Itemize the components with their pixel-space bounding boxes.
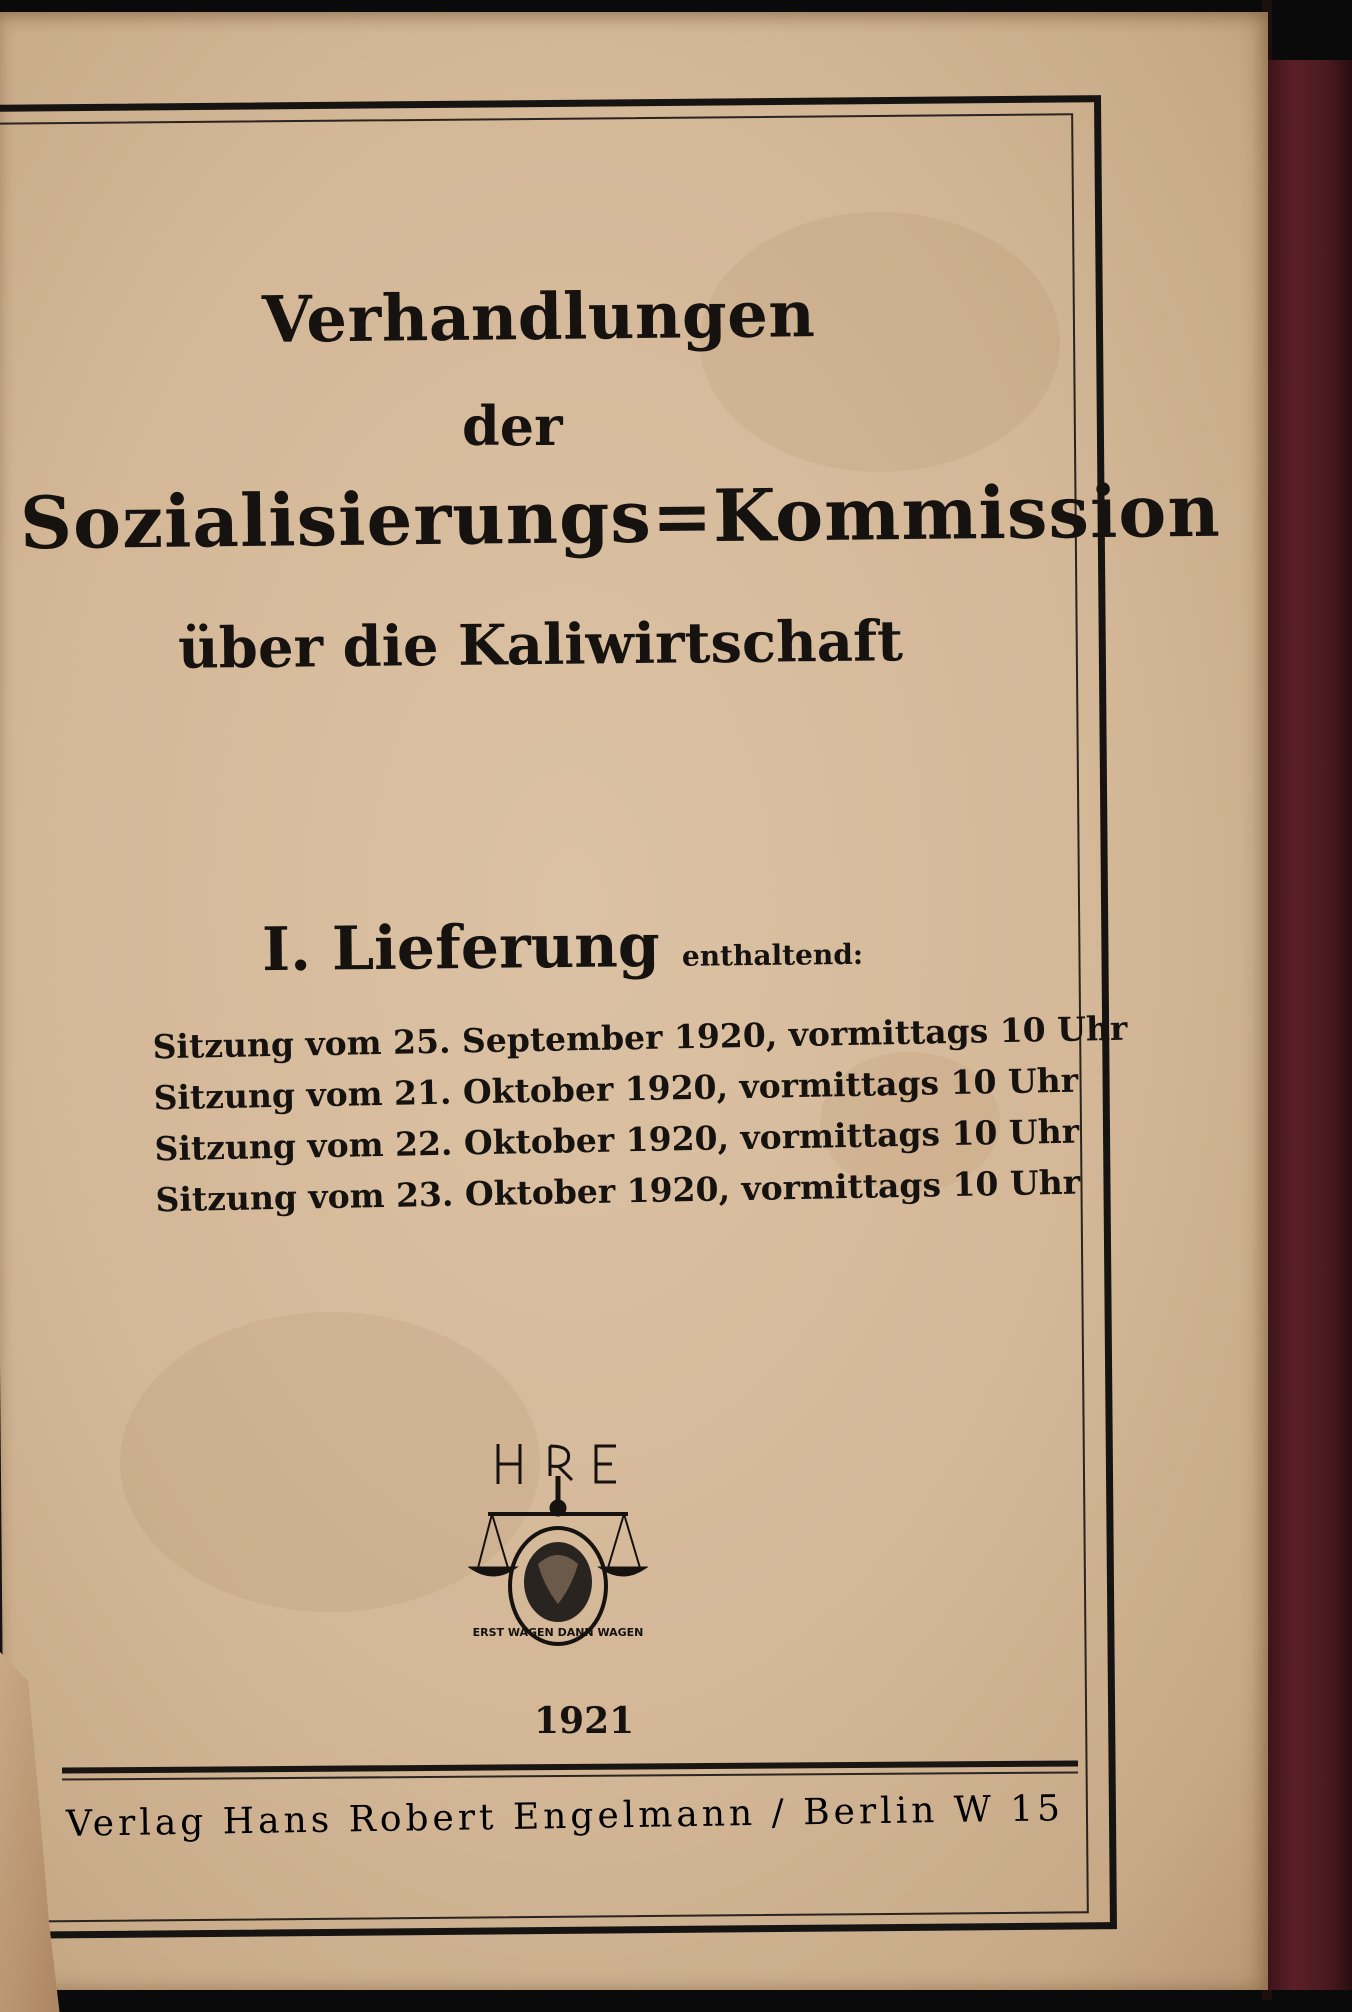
title-page [0, 12, 1268, 1990]
delivery-label: I. Lieferung [261, 910, 661, 986]
publisher-line: Verlag Hans Robert Engelmann / Berlin W 15 [65, 1788, 1065, 1845]
session-item: Sitzung vom 23. Oktober 1920, vormittags 10 Uhr [155, 1162, 1081, 1220]
publisher-emblem-icon [468, 1436, 648, 1656]
title-line-der: der [462, 394, 563, 458]
session-item: Sitzung vom 25. September 1920, vormittags 10 Uhr [152, 1008, 1128, 1067]
title-line-kommission: Sozialisierungs=Kommission [19, 467, 1222, 566]
session-item: Sitzung vom 21. Oktober 1920, vormittags 10 Uhr [153, 1060, 1079, 1118]
session-list [152, 1003, 1131, 1226]
title-line-verhandlungen: Verhandlungen [261, 277, 816, 358]
title-line-kaliwirtschaft: über die Kaliwirtschaft [177, 608, 904, 682]
session-item: Sitzung vom 22. Oktober 1920, vormittags 10 Uhr [154, 1111, 1080, 1169]
delivery-heading [262, 909, 864, 985]
delivery-suffix: enthaltend: [681, 937, 864, 973]
svg-text:ERST WÄGEN DANN WAGEN: ERST WÄGEN DANN WAGEN [472, 1626, 644, 1639]
publication-year: 1921 [534, 1700, 635, 1742]
book-binding [1268, 60, 1352, 1990]
